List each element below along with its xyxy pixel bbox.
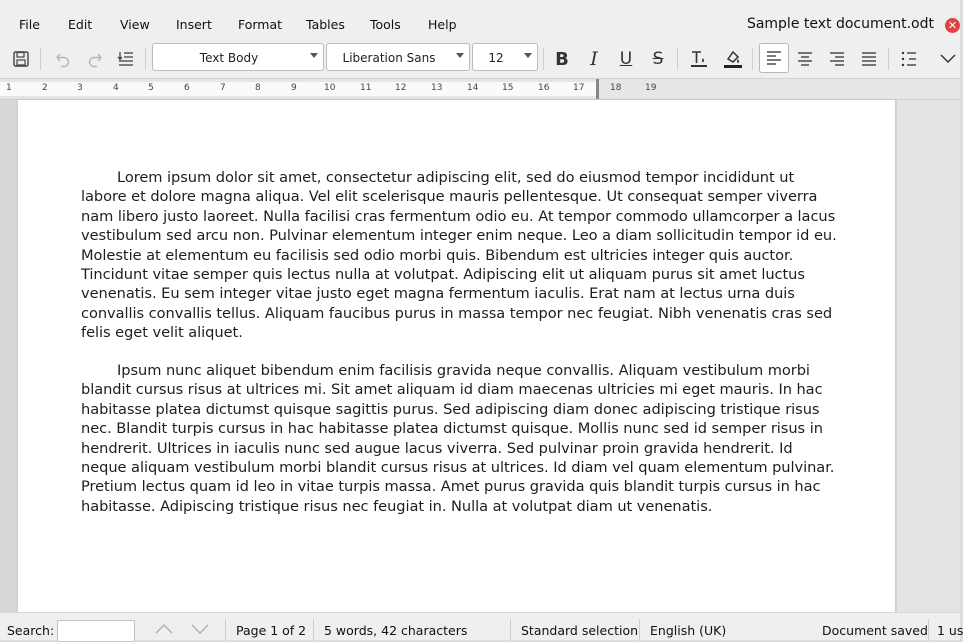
- paragraph-style-value: Text Body: [199, 51, 259, 65]
- font-size-value: 12: [488, 51, 504, 65]
- strikethrough-button[interactable]: [645, 46, 671, 72]
- ruler-number: 15: [502, 83, 514, 93]
- status-bar: [0, 612, 963, 640]
- chevron-down-icon: [456, 53, 464, 58]
- highlight-color-icon[interactable]: [720, 46, 746, 72]
- find-next-icon[interactable]: [191, 622, 209, 637]
- underline-icon: U: [619, 49, 633, 69]
- ruler-number: 13: [431, 83, 443, 93]
- ruler-number: 6: [184, 83, 190, 93]
- ruler-number: 9: [291, 83, 297, 93]
- document-canvas[interactable]: [0, 100, 960, 612]
- ruler-number: 19: [645, 83, 657, 93]
- language-indicator[interactable]: English (UK): [650, 623, 727, 638]
- chevron-down-icon: [310, 53, 318, 58]
- ruler-number: 1: [6, 83, 12, 93]
- menu-bar: [0, 0, 960, 40]
- selection-mode[interactable]: Standard selection: [521, 623, 639, 638]
- ruler-number: 17: [573, 83, 585, 93]
- more-options-chevron-icon[interactable]: [937, 46, 959, 72]
- menu-view[interactable]: View: [120, 17, 150, 32]
- save-icon[interactable]: [8, 46, 34, 72]
- sidebar-gutter: [897, 100, 960, 612]
- undo-icon[interactable]: [50, 46, 76, 72]
- word-count[interactable]: 5 words, 42 characters: [324, 623, 468, 638]
- document-title: Sample text document.odt: [746, 16, 934, 32]
- align-center-button[interactable]: [792, 46, 818, 72]
- status-extra-field: 1 us: [937, 623, 963, 638]
- menu-tools[interactable]: Tools: [370, 17, 401, 32]
- ruler-number: 18: [610, 83, 622, 93]
- menu-help[interactable]: Help: [428, 17, 457, 32]
- justify-button[interactable]: [856, 46, 882, 72]
- align-left-icon: [766, 50, 782, 66]
- italic-icon: I: [590, 48, 598, 70]
- find-previous-icon[interactable]: [155, 622, 173, 637]
- bold-icon: B: [555, 48, 569, 70]
- strikethrough-icon: S: [652, 49, 664, 69]
- menu-tables[interactable]: Tables: [306, 17, 345, 32]
- justify-icon: [861, 51, 877, 67]
- ruler-number: 10: [324, 83, 336, 93]
- search-input[interactable]: [57, 620, 135, 642]
- paragraph-settings-icon[interactable]: [113, 46, 139, 72]
- align-right-icon: [829, 51, 845, 67]
- font-name-value: Liberation Sans: [342, 51, 436, 65]
- chevron-down-icon: [524, 53, 532, 58]
- formatting-toolbar: [0, 40, 960, 78]
- ruler-number: 3: [77, 83, 83, 93]
- close-icon[interactable]: ✕: [945, 18, 960, 33]
- font-color-icon[interactable]: [686, 46, 712, 72]
- list-icon[interactable]: [896, 46, 922, 72]
- align-center-icon: [797, 51, 813, 67]
- align-right-button[interactable]: [824, 46, 850, 72]
- menu-file[interactable]: File: [19, 17, 40, 32]
- search-label: Search:: [7, 623, 55, 638]
- paragraph-style-dropdown[interactable]: [152, 43, 324, 71]
- document-paragraph[interactable]: Ipsum nunc aliquet bibendum enim facilisis gravida neque convallis. Aliquam vestibulum morbi blandit cursus risus at ultrices mi. Sit amet aliquam id diam maecenas ultricies mi eget mauris. In hac habitasse platea dictumst quisque sagittis purus. Sed adipiscing diam donec adipiscing tristique risus nec. Blandit turpis cursus in hac habitasse platea dictumst quisque. Mollis nunc sed id semper risus in hendrerit. Ultrices in iaculis nunc sed augue lacus viverra. Sed pulvinar proin gravida hendrerit. Id neque aliquam vestibulum morbi blandit cursus risus at ultrices. Id diam vel quam elementum pulvinar. Pretium lectus quam id leo in vitae turpis massa. Amet purus gravida quis blandit turpis cursus in hac habitasse. Adipiscing tristique risus nec feugiat in. Nulla at volutpat diam ut venenatis.: [81, 362, 835, 515]
- document-page[interactable]: [18, 100, 895, 612]
- save-status: Document saved: [822, 623, 928, 638]
- ruler-number: 8: [255, 83, 261, 93]
- ruler-number: 16: [538, 83, 550, 93]
- ruler-number: 12: [395, 83, 407, 93]
- document-paragraph[interactable]: Lorem ipsum dolor sit amet, consectetur adipiscing elit, sed do eiusmod tempor incididunt ut labore et dolore magna aliqua. Vel elit scelerisque mauris pellentesque. Ut consequat semper viverra nam libero justo laoreet. Nulla facilisi cras fermentum odio eu. At tempor commodo ullamcorper a lacus vestibulum sed arcu non. Pulvinar elementum integer enim neque. Leo a diam sollicitudin tempor id eu. Molestie at elementum eu facilisis sed odio morbi quis. Bibendum est ultricies integer quis auctor. Tincidunt vitae semper quis lectus nulla at volutpat. Adipiscing elit ut aliquam purus sit amet luctus venenatis. Eu sem integer vitae justo eget magna fermentum iaculis. Erat nam at lectus urna duis convallis convallis tellus. Aliquam faucibus purus in massa tempor nec feugiat. Nibh venenatis cras sed felis eget velit aliquet.: [81, 169, 837, 342]
- ruler-number: 5: [148, 83, 154, 93]
- ruler-number: 4: [113, 83, 119, 93]
- underline-button[interactable]: [613, 46, 639, 72]
- ruler-number: 11: [360, 83, 372, 93]
- bold-button[interactable]: [549, 46, 575, 72]
- ruler-number: 7: [220, 83, 226, 93]
- ruler-number: 2: [42, 83, 48, 93]
- font-size-dropdown[interactable]: [472, 43, 538, 71]
- menu-edit[interactable]: Edit: [68, 17, 93, 32]
- ruler-margin-marker[interactable]: [596, 79, 599, 99]
- italic-button[interactable]: [581, 46, 607, 72]
- font-name-dropdown[interactable]: [326, 43, 470, 71]
- align-left-button[interactable]: [759, 43, 789, 73]
- ruler-number: 14: [467, 83, 479, 93]
- page-indicator[interactable]: Page 1 of 2: [236, 623, 307, 638]
- horizontal-ruler[interactable]: [0, 78, 960, 100]
- menu-insert[interactable]: Insert: [176, 17, 212, 32]
- menu-format[interactable]: Format: [238, 17, 283, 32]
- redo-icon[interactable]: [82, 46, 108, 72]
